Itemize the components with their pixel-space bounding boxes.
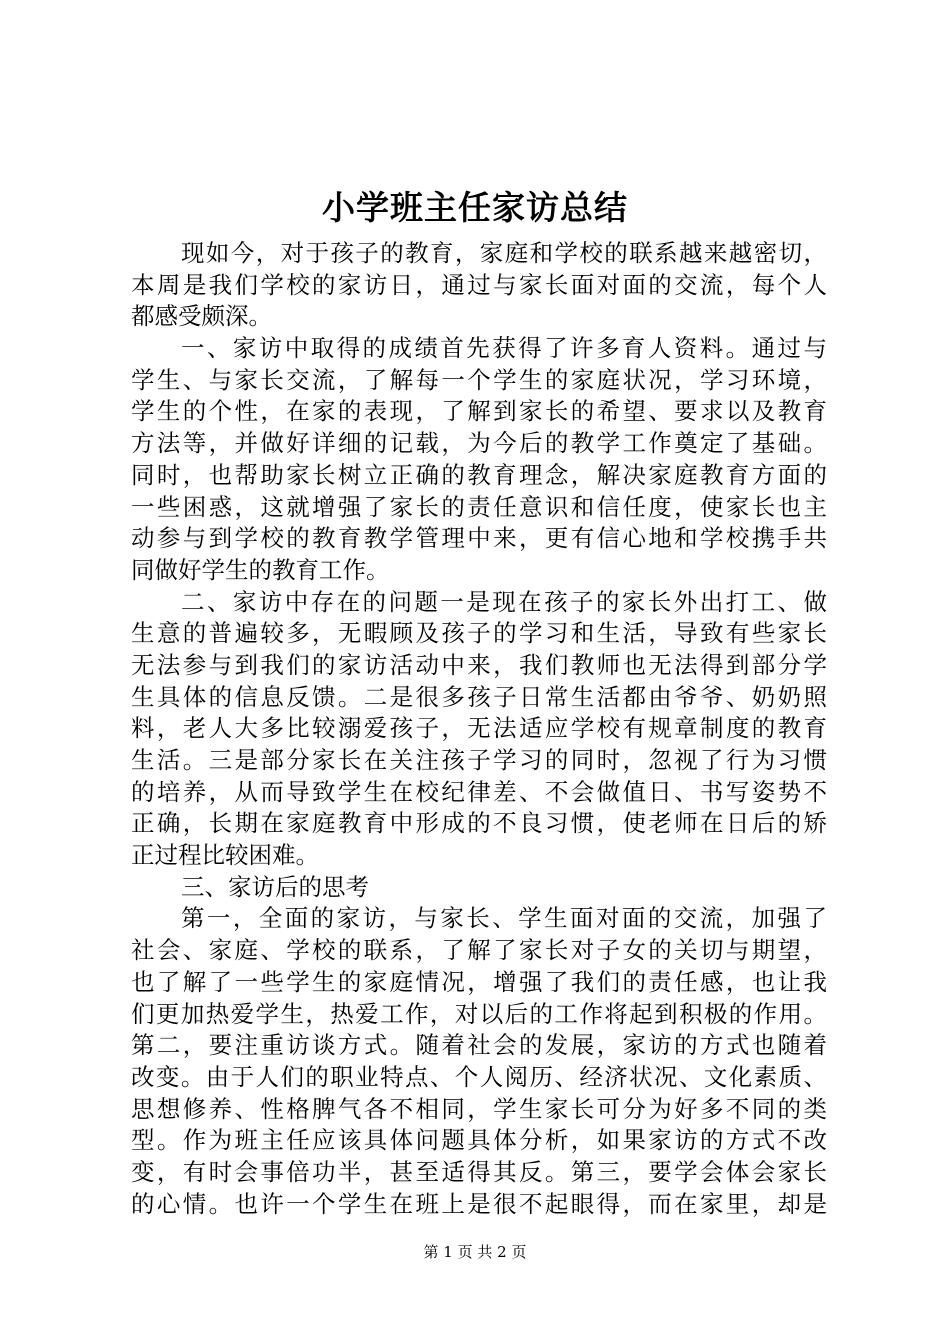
body-line: 都感受颇深。	[131, 302, 272, 331]
body-line: 现如今，对于孩子的教育，家庭和学校的联系越来越密切，	[181, 239, 827, 267]
section-heading: 三、家访后的思考	[181, 872, 369, 901]
body-line: 生意的普遍较多，无暇顾及孩子的学习和生活，导致有些家长	[131, 619, 827, 648]
body-line: 本周是我们学校的家访日，通过与家长面对面的交流，每个人	[131, 270, 827, 299]
body-line: 同做好学生的教育工作。	[131, 555, 390, 584]
body-line: 也了解了一些学生的家庭情况，增强了我们的责任感，也让我	[131, 967, 827, 996]
body-line: 学生、与家长交流，了解每一个学生的家庭状况，学习环境，	[131, 365, 827, 394]
body-line: 一、家访中取得的成绩首先获得了许多育人资料。通过与	[181, 334, 827, 363]
body-line: 方法等，并做好详细的记载，为今后的教学工作奠定了基础。	[131, 429, 827, 458]
body-line: 的心情。也许一个学生在班上是很不起眼得，而在家里，却是	[131, 1189, 827, 1218]
body-line: 动参与到学校的教育教学管理中来，更有信心地和学校携手共	[131, 524, 827, 553]
body-line: 思想修养、性格脾气各不相同，学生家长可分为好多不同的类	[131, 1094, 827, 1123]
body-line: 第一，全面的家访，与家长、学生面对面的交流，加强了	[181, 904, 827, 933]
body-line: 改变。由于人们的职业特点、个人阅历、经济状况、文化素质、	[131, 1062, 827, 1091]
body-line: 正过程比较困难。	[131, 841, 319, 870]
body-line: 的培养，从而导致学生在校纪律差、不会做值日、书写姿势不	[131, 777, 827, 806]
body-line: 变，有时会事倍功半，甚至适得其反。第三，要学会体会家长	[131, 1157, 827, 1186]
body-line: 二、家访中存在的问题一是现在孩子的家长外出打工、做	[181, 587, 827, 616]
body-line: 生活。三是部分家长在关注孩子学习的同时，忽视了行为习惯	[131, 746, 827, 774]
document-title: 小学班主任家访总结	[322, 188, 628, 227]
body-line: 一些困惑，这就增强了家长的责任意识和信任度，使家长也主	[131, 492, 827, 521]
body-line: 第二，要注重访谈方式。随着社会的发展，家访的方式也随着	[131, 1031, 827, 1060]
body-line: 无法参与到我们的家访活动中来，我们教师也无法得到部分学	[131, 650, 827, 679]
body-line: 社会、家庭、学校的联系，了解了家长对子女的关切与期望，	[131, 936, 827, 965]
body-line: 生具体的信息反馈。二是很多孩子日常生活都由爷爷、奶奶照	[131, 682, 827, 711]
body-line: 料，老人大多比较溺爱孩子，无法适应学校有规章制度的教育	[131, 714, 827, 743]
document-body	[131, 238, 827, 1220]
body-line: 同时，也帮助家长树立正确的教育理念，解决家庭教育方面的	[131, 460, 827, 489]
body-line: 型。作为班主任应该具体问题具体分析，如果家访的方式不改	[131, 1126, 827, 1155]
body-line: 学生的个性，在家的表现，了解到家长的希望、要求以及教育	[131, 397, 827, 426]
body-line: 正确，长期在家庭教育中形成的不良习惯，使老师在日后的矫	[131, 809, 827, 838]
page-number: 第 1 页 共 2 页	[423, 1243, 527, 1261]
body-line: 们更加热爱学生，热爱工作，对以后的工作将起到积极的作用。	[131, 999, 827, 1028]
